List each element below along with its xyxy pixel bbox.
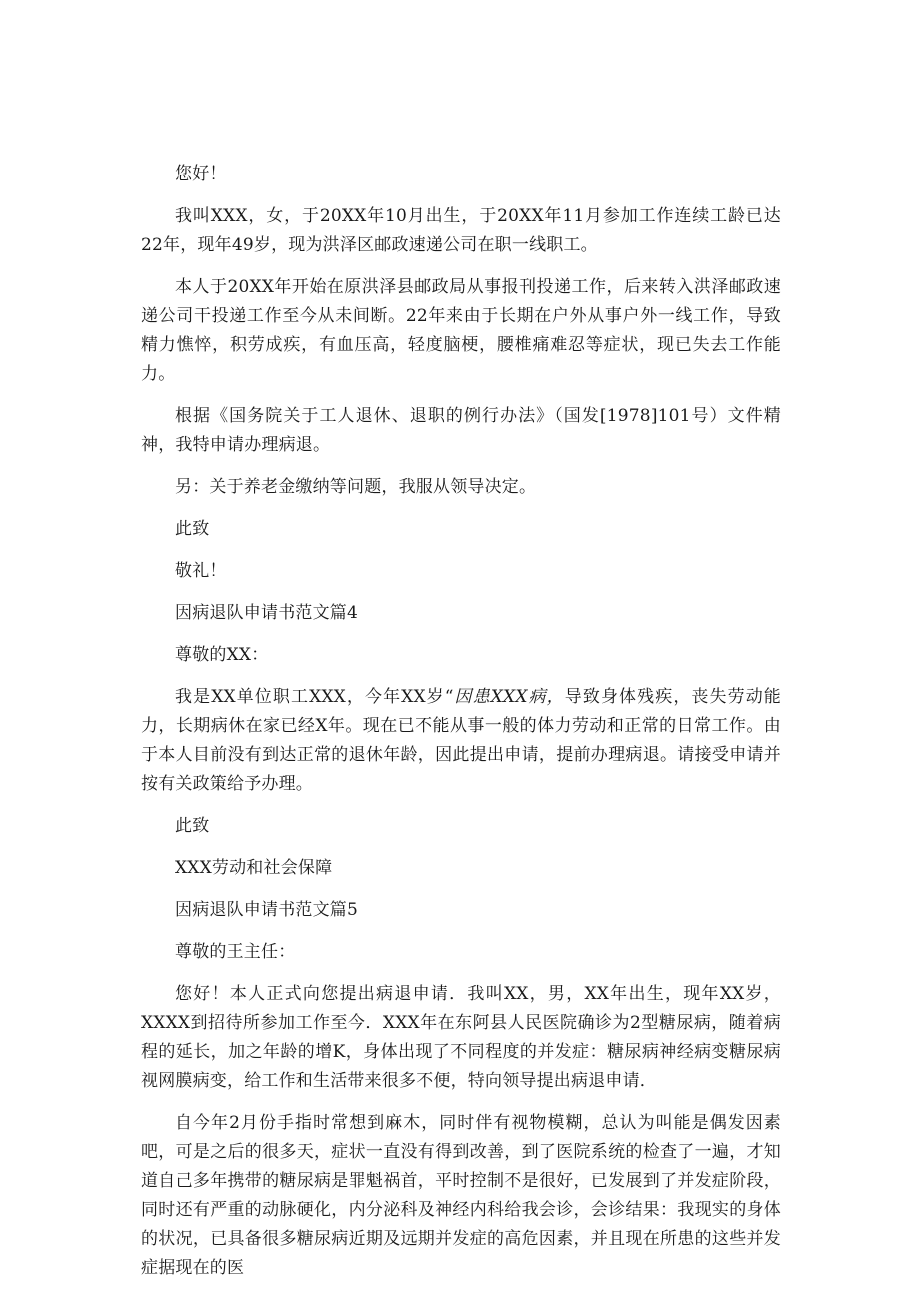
work-history-paragraph: 本人于20XX年开始在原洪泽县邮政局从事报刊投递工作，后来转入洪泽邮政速递公司干投递工作至今从未间断。22年来由于长期在户外从事户外一线工作，导致精力憔悴，积劳成疾，有血压高，轻度脑梗，腰椎痛难忍等症状，现已失去工作能力。	[141, 277, 781, 384]
application-paragraph-4	[141, 683, 781, 799]
closing-line: 此致	[175, 519, 210, 539]
addressee-line-5: 尊敬的王主任：	[175, 942, 296, 962]
document-body	[141, 160, 781, 1296]
application-text-start: 我是XX单位职工XXX，今年XX岁“	[175, 687, 454, 707]
illness-italic-text: 因患XXX病，	[453, 687, 565, 707]
intro-paragraph: 我叫XXX，女，于20XX年10月出生，于20XX年11月参加工作连续工龄已达22年，现年49岁，现为洪泽区邮政速递公司在职一线职工。	[141, 206, 781, 255]
application-text-rest: 导致身体残疾，丧失劳动能力，长期病休在家已经X年。现在已不能从事一般的体力劳动和正常的日常工作。由于本人目前没有到达正常的退休年龄，因此提出申请，提前办理病退。请接受申请并按有关政策给予办理。	[141, 687, 781, 794]
pension-paragraph: 另：关于养老金缴纳等问题，我服从领导决定。	[175, 477, 537, 497]
greeting-paragraph: 您好！	[175, 164, 227, 184]
application-paragraph-5: 您好！本人正式向您提出病退申请．我叫XX，男，XX年出生，现年XX岁，XXXX到招待所参加工作至今．XXX年在东阿县人民医院确诊为2型糖尿病，随着病程的延长，加之年龄的增K，身体出现了不同程度的并发症：糖尿病神经病变糖尿病视网膜病变，给工作和生活带来很多不便，特向领导提出病退申请．	[141, 984, 781, 1091]
recipient-line-4: XXX劳动和社会保障	[175, 858, 333, 878]
symptoms-paragraph-5: 自今年2月份手指时常想到麻木，同时伴有视物模糊，总认为叫能是偶发因素吧，可是之后的很多天，症状一直没有得到改善，到了医院系统的检查了一遍，才知道自己多年携带的糖尿病是罪魁祸首，平时控制不是很好，已发展到了并发症阶段，同时还有严重的动脉硬化，内分泌科及神经内科给我会诊，会诊结果：我现实的身体的状况，已具备很多糖尿病近期及远期并发症的高危因素，并且现在所患的这些并发症据现在的医	[141, 1113, 781, 1278]
section-heading-5: 因病退队申请书范文篇5	[175, 900, 359, 920]
closing-line-4: 此致	[175, 816, 210, 836]
addressee-line-4: 尊敬的XX：	[175, 645, 269, 665]
policy-paragraph: 根据《国务院关于工人退休、退职的例行办法》（国发[1978]101号）文件精神，我特申请办理病退。	[141, 406, 781, 455]
salutation-line: 敬礼！	[175, 561, 227, 581]
section-heading-4: 因病退队申请书范文篇4	[175, 603, 359, 623]
